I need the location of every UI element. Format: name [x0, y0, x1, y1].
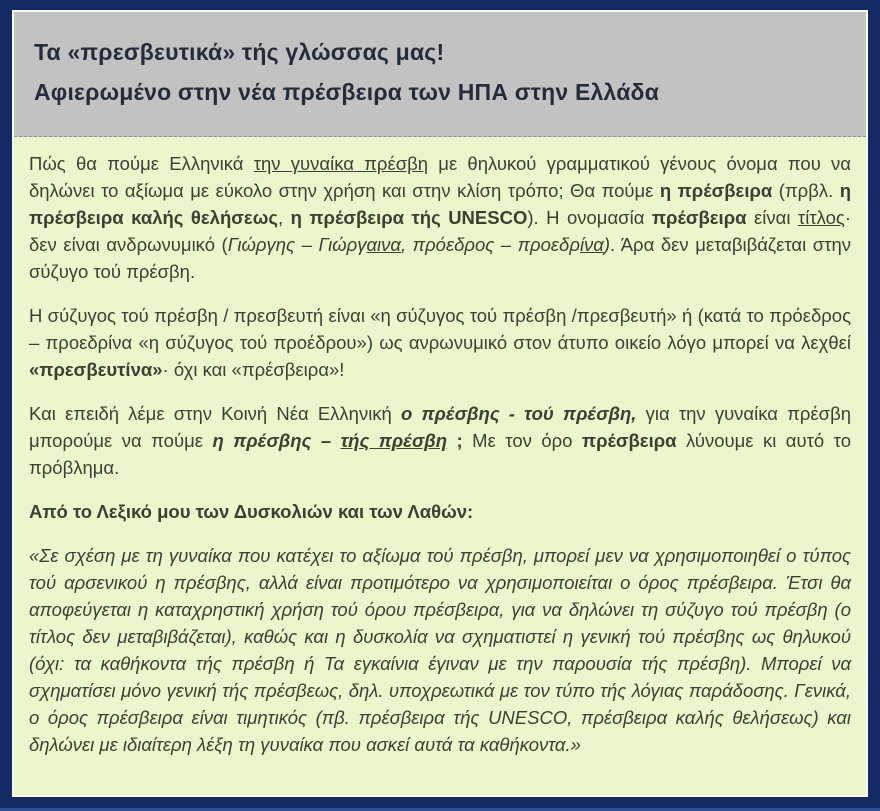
- text-run: λύνουμε κι αυτό το πρόβλημα.: [29, 430, 852, 478]
- text-run: Και επειδή λέμε στην Κοινή Νέα Ελληνική: [29, 403, 402, 424]
- lexicon-heading: [29, 498, 851, 525]
- text-run: πρέσβειρα: [581, 430, 677, 451]
- text-run: αινα: [366, 234, 401, 255]
- text-run: ;: [447, 430, 463, 451]
- text-run: · όχι και «πρέσβειρα»!: [162, 359, 345, 380]
- text-run: ίνα: [579, 234, 604, 255]
- text-run: η πρέσβης –: [212, 430, 341, 451]
- article-body: [14, 137, 866, 795]
- text-run: τής πρέσβη: [340, 430, 448, 451]
- text-run: «Σε σχέση με τη γυναίκα που κατέχει το αξίωμα τού πρέσβη, μπορεί μεν να χρησιμοποιηθεί ο τύπος τού αρσενικού η πρέσβης, αλλά είναι προτιμότερο να χρησιμοποιείται ο όρος πρέσβειρα. Έτσι θα αποφεύγεται η καταχρηστική χρήση τού όρου πρέσβειρα, για να δηλώνει τη σύζυγο τού πρέσβη (ο τίτλος δεν μεταβιβάζεται), καθώς και η δυσκολία να σχηματιστεί η γενική τού πρέσβης ως θηλυκού (όχι: τα καθήκοντα τής πρέσβη ή Τα εγκαίνια έγιναν με την παρουσία τής πρέσβη). Μπορεί να σχηματίσει μόνο γενική τής πρέσβεως, δηλ. υποχρεωτικά με τον τύπο τής λόγιας παράδοσης. Γενικά, ο όρος πρέσβειρα είναι τιμητικός (πβ. πρέσβειρα τής UNESCO, πρέσβειρα καλής θελήσεως) και δηλώνει με ιδιαίτερη λέξη τη γυναίκα που ασκεί αυτά τα καθήκοντα.»: [29, 545, 851, 755]
- text-run: Η σύζυγος τού πρέσβη / πρεσβευτή είναι «η σύζυγος τού πρέσβη /πρεσβευτή» ή (κατά το πρόεδρος – προεδρίνα «η σύζυγος τού προέδρου») ως ανρωνυμικό στον άτυπο οικείο λόγο μπορεί να λεχθεί: [29, 305, 851, 353]
- text-run: ο πρέσβης - τού πρέσβη,: [401, 403, 637, 424]
- intro-paragraph: [29, 150, 851, 285]
- text-run: (πρβλ.: [772, 180, 840, 201]
- text-run: πρέσβειρα: [651, 207, 747, 228]
- text-run: για την γυναίκα πρέσβη μπορούμε να πούμε: [29, 403, 851, 451]
- article-card: [12, 10, 868, 797]
- text-run: η πρέσβειρα τής UNESCO: [290, 207, 528, 228]
- text-run: . Άρα δεν μεταβιβάζεται στην σύζυγο τού πρέσβη.: [29, 234, 852, 282]
- text-run: · δεν είναι ανδρωνυμικό (: [29, 207, 851, 255]
- text-run: η πρέσβειρα καλής θελήσεως: [29, 180, 851, 228]
- wife-usage-paragraph: [29, 302, 851, 383]
- article-title-line-2: Αφιερωμένο στην νέα πρέσβειρα των ΗΠΑ στην Ελλάδα: [34, 79, 660, 105]
- text-run: ). Η ονομασία: [527, 207, 652, 228]
- text-run: , πρόεδρος – προεδρ: [400, 234, 580, 255]
- lexicon-quote-paragraph: [29, 542, 851, 758]
- text-run: ,: [277, 207, 291, 228]
- text-run: η πρέσβειρα: [659, 180, 773, 201]
- text-run: είναι: [746, 207, 798, 228]
- text-run: Με τον όρο: [462, 430, 582, 451]
- article-title-line-1: Τα «πρεσβευτικά» τής γλώσσας μας!: [34, 39, 445, 65]
- koini-paragraph: [29, 400, 851, 481]
- text-run: την γυναίκα πρέσβη: [253, 153, 429, 174]
- article-header: [14, 12, 866, 137]
- text-run: Από το Λεξικό μου των Δυσκολιών και των Λαθών:: [29, 501, 474, 522]
- text-run: «πρεσβευτίνα»: [29, 359, 163, 380]
- text-run: τίτλος: [797, 207, 845, 228]
- text-run: Πώς θα πούμε Ελληνικά: [29, 153, 254, 174]
- text-run: Γιώργης – Γιώργ: [227, 234, 367, 255]
- text-run: με θηλυκού γραμματικού γένους όνομα που να δηλώνει το αξίωμα με εύκολο στην χρήση και στην κλίση τρόπο; Θα πούμε: [29, 153, 851, 201]
- text-run: ): [603, 234, 611, 255]
